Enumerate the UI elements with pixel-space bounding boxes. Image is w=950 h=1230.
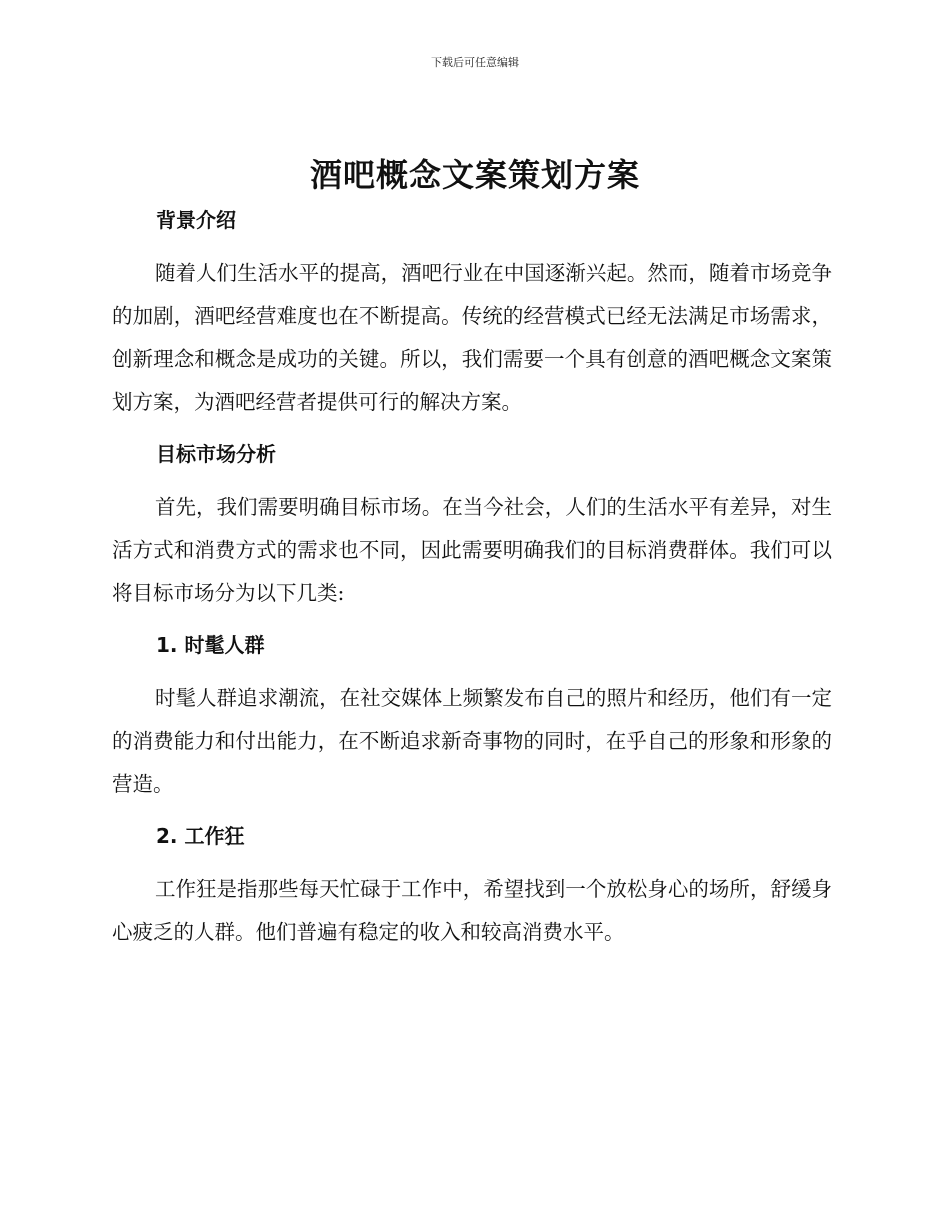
section-heading-target-market: 目标市场分析 <box>156 442 276 466</box>
paragraph-background: 随着人们生活水平的提高，酒吧行业在中国逐渐兴起。然而，随着市场竞争的加剧，酒吧经营难度也在不断提高。传统的经营模式已经无法满足市场需求，创新理念和概念是成功的关键。所以，我们需要一个具有创意的酒吧概念文案策划方案，为酒吧经营者提供可行的解决方案。 <box>112 261 832 414</box>
section-heading-trendy-people: 1. 时髦人群 <box>156 633 265 657</box>
section-heading-workaholics: 2. 工作狂 <box>156 824 245 848</box>
paragraph-trendy-people: 时髦人群追求潮流，在社交媒体上频繁发布自己的照片和经历，他们有一定的消费能力和付出能力，在不断追求新奇事物的同时，在乎自己的形象和形象的营造。 <box>112 686 832 796</box>
section-heading-background: 背景介绍 <box>156 208 236 232</box>
document-body <box>112 202 832 954</box>
document-title: 酒吧概念文案策划方案 <box>309 156 640 194</box>
header-note: 下载后可任意编辑 <box>431 56 519 69</box>
paragraph-workaholics: 工作狂是指那些每天忙碌于工作中，希望找到一个放松身心的场所，舒缓身心疲乏的人群。他们普遍有稳定的收入和较高消费水平。 <box>112 877 832 944</box>
paragraph-target-market: 首先，我们需要明确目标市场。在当今社会，人们的生活水平有差异，对生活方式和消费方式的需求也不同，因此需要明确我们的目标消费群体。我们可以将目标市场分为以下几类: <box>112 495 832 605</box>
